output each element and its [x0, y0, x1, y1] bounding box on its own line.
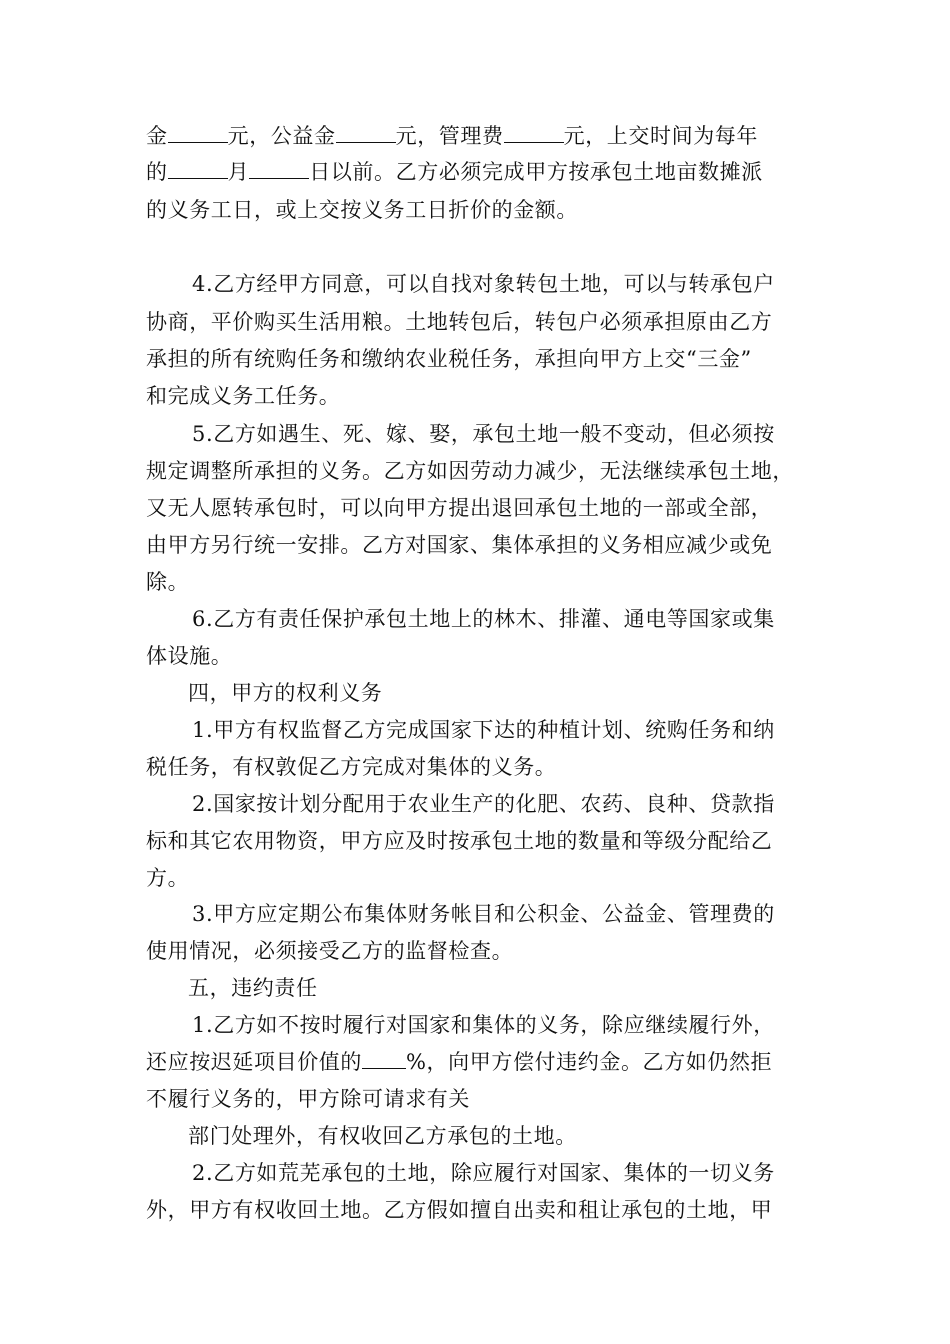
- fill-in-blank[interactable]: [336, 123, 396, 143]
- text-segment: 元，公益金: [227, 124, 336, 148]
- text-line: 方。: [146, 866, 190, 890]
- text-line: 的义务工日，或上交按义务工日折价的金额。: [146, 198, 578, 222]
- text-segment: 元，管理费: [395, 124, 504, 148]
- text-segment: 月: [227, 160, 250, 184]
- text-line: 规定调整所承担的义务。乙方如因劳动力减少，无法继续承包土地，: [146, 459, 794, 483]
- text-line: 和完成义务工任务。: [146, 384, 341, 408]
- text-line: 4.乙方经甲方同意，可以自找对象转包土地，可以与转承包户: [192, 272, 775, 296]
- text-line: 6.乙方有责任保护承包土地上的林木、排灌、通电等国家或集: [192, 607, 775, 631]
- text-line: 除。: [146, 570, 190, 594]
- text-line: 体设施。: [146, 644, 233, 668]
- fill-in-blank[interactable]: [168, 159, 228, 179]
- fill-in-blank[interactable]: [362, 1049, 406, 1069]
- text-line: 1.乙方如不按时履行对国家和集体的义务，除应继续履行外，: [192, 1013, 775, 1037]
- text-line: 1.甲方有权监督乙方完成国家下达的种植计划、统购任务和纳: [192, 718, 775, 742]
- text-line: [146, 1048, 772, 1076]
- section-heading: 四，甲方的权利义务: [188, 681, 383, 705]
- text-line: 税任务，有权敦促乙方完成对集体的义务。: [146, 755, 557, 779]
- text-segment: 日以前。乙方必须完成甲方按承包土地亩数摊派: [309, 160, 763, 184]
- text-segment: 金: [146, 124, 168, 148]
- text-segment: 的: [146, 160, 168, 184]
- text-line: [146, 158, 763, 186]
- fill-in-blank[interactable]: [504, 123, 564, 143]
- text-line: 2.国家按计划分配用于农业生产的化肥、农药、良种、贷款指: [192, 792, 775, 816]
- fill-in-blank[interactable]: [249, 159, 309, 179]
- section-heading: 五，违约责任: [188, 976, 318, 1000]
- text-segment: %，向甲方偿付违约金。乙方如仍然拒: [406, 1050, 773, 1074]
- text-line: 3.甲方应定期公布集体财务帐目和公积金、公益金、管理费的: [192, 902, 775, 926]
- text-line: 又无人愿转承包时，可以向甲方提出退回承包土地的一部或全部，: [146, 496, 773, 520]
- text-line: 外，甲方有权收回土地。乙方假如擅自出卖和租让承包的土地，甲: [146, 1198, 773, 1222]
- text-line: 5.乙方如遇生、死、嫁、娶，承包土地一般不变动，但必须按: [192, 422, 775, 446]
- fill-in-blank[interactable]: [168, 123, 228, 143]
- text-line: 2.乙方如荒芜承包的土地，除应履行对国家、集体的一切义务: [192, 1161, 775, 1185]
- text-line: 承担的所有统购任务和缴纳农业税任务，承担向甲方上交“三金”: [146, 347, 752, 371]
- text-line: 不履行义务的，甲方除可请求有关: [146, 1087, 470, 1111]
- text-segment: 元，上交时间为每年: [563, 124, 759, 148]
- text-line: 部门处理外，有权收回乙方承包的土地。: [188, 1124, 577, 1148]
- text-line: 由甲方另行统一安排。乙方对国家、集体承担的义务相应减少或免: [146, 533, 773, 557]
- text-line: 标和其它农用物资，甲方应及时按承包土地的数量和等级分配给乙: [146, 829, 773, 853]
- text-line: [146, 122, 758, 150]
- text-line: 使用情况，必须接受乙方的监督检查。: [146, 939, 514, 963]
- text-segment: 还应按迟延项目价值的: [146, 1050, 362, 1074]
- text-line: 协商，平价购买生活用粮。土地转包后，转包户必须承担原由乙方: [146, 310, 773, 334]
